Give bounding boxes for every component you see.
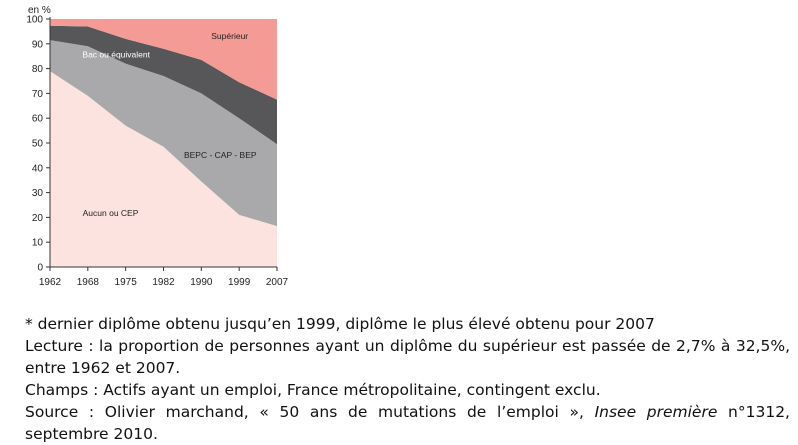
series-label-bac-ou-equivalent: Bac ou équivalent <box>82 49 150 60</box>
x-tick-label: 2007 <box>265 277 289 288</box>
y-tick-label: 90 <box>31 39 43 51</box>
x-tick-label: 1990 <box>190 277 213 288</box>
x-tick-label: 1968 <box>76 277 99 288</box>
y-tick-label: 70 <box>31 88 43 100</box>
note-footnote: * dernier diplôme obtenu jusqu’en 1999, diplôme le plus élevé obtenu pour 2007 <box>25 315 655 333</box>
note-champs: Champs : Actifs ayant un emploi, France métropolitaine, contingent exclu. <box>25 381 601 399</box>
source-issue: n°1312, septembre 2010. <box>25 403 790 443</box>
series-label-superieur: Supérieur <box>211 30 249 41</box>
series-label-aucun-ou-cep: Aucun ou CEP <box>82 208 139 219</box>
y-tick-label: 40 <box>31 163 43 175</box>
x-tick-label: 1999 <box>228 277 251 288</box>
y-axis-unit-label: en % <box>28 5 51 16</box>
chart-notes <box>25 313 790 445</box>
source-text: Source : Olivier marchand, « 50 ans de mutations de l’emploi », <box>25 403 595 421</box>
y-tick-label: 0 <box>37 262 43 274</box>
x-tick-label: 1975 <box>114 277 137 288</box>
x-tick-label: 1962 <box>38 277 62 288</box>
series-label-bepc-cap-bep: BEPC - CAP - BEP <box>183 149 257 160</box>
y-tick-label: 100 <box>26 14 43 26</box>
y-tick-label: 80 <box>31 64 43 76</box>
y-tick-label: 10 <box>31 237 43 249</box>
y-tick-label: 30 <box>31 188 43 200</box>
x-tick-label: 1982 <box>152 277 175 288</box>
y-tick-label: 20 <box>31 212 43 224</box>
y-tick-label: 50 <box>31 138 43 150</box>
note-source <box>25 401 790 445</box>
note-lecture: Lecture : la proportion de personnes ayant un diplôme du supérieur est passée de 2,7% à 32,5%, entre 1962 et 2007. <box>25 337 790 377</box>
y-tick-label: 60 <box>31 113 43 125</box>
stacked-area-chart <box>0 0 300 300</box>
source-publication: Insee première <box>594 403 718 421</box>
